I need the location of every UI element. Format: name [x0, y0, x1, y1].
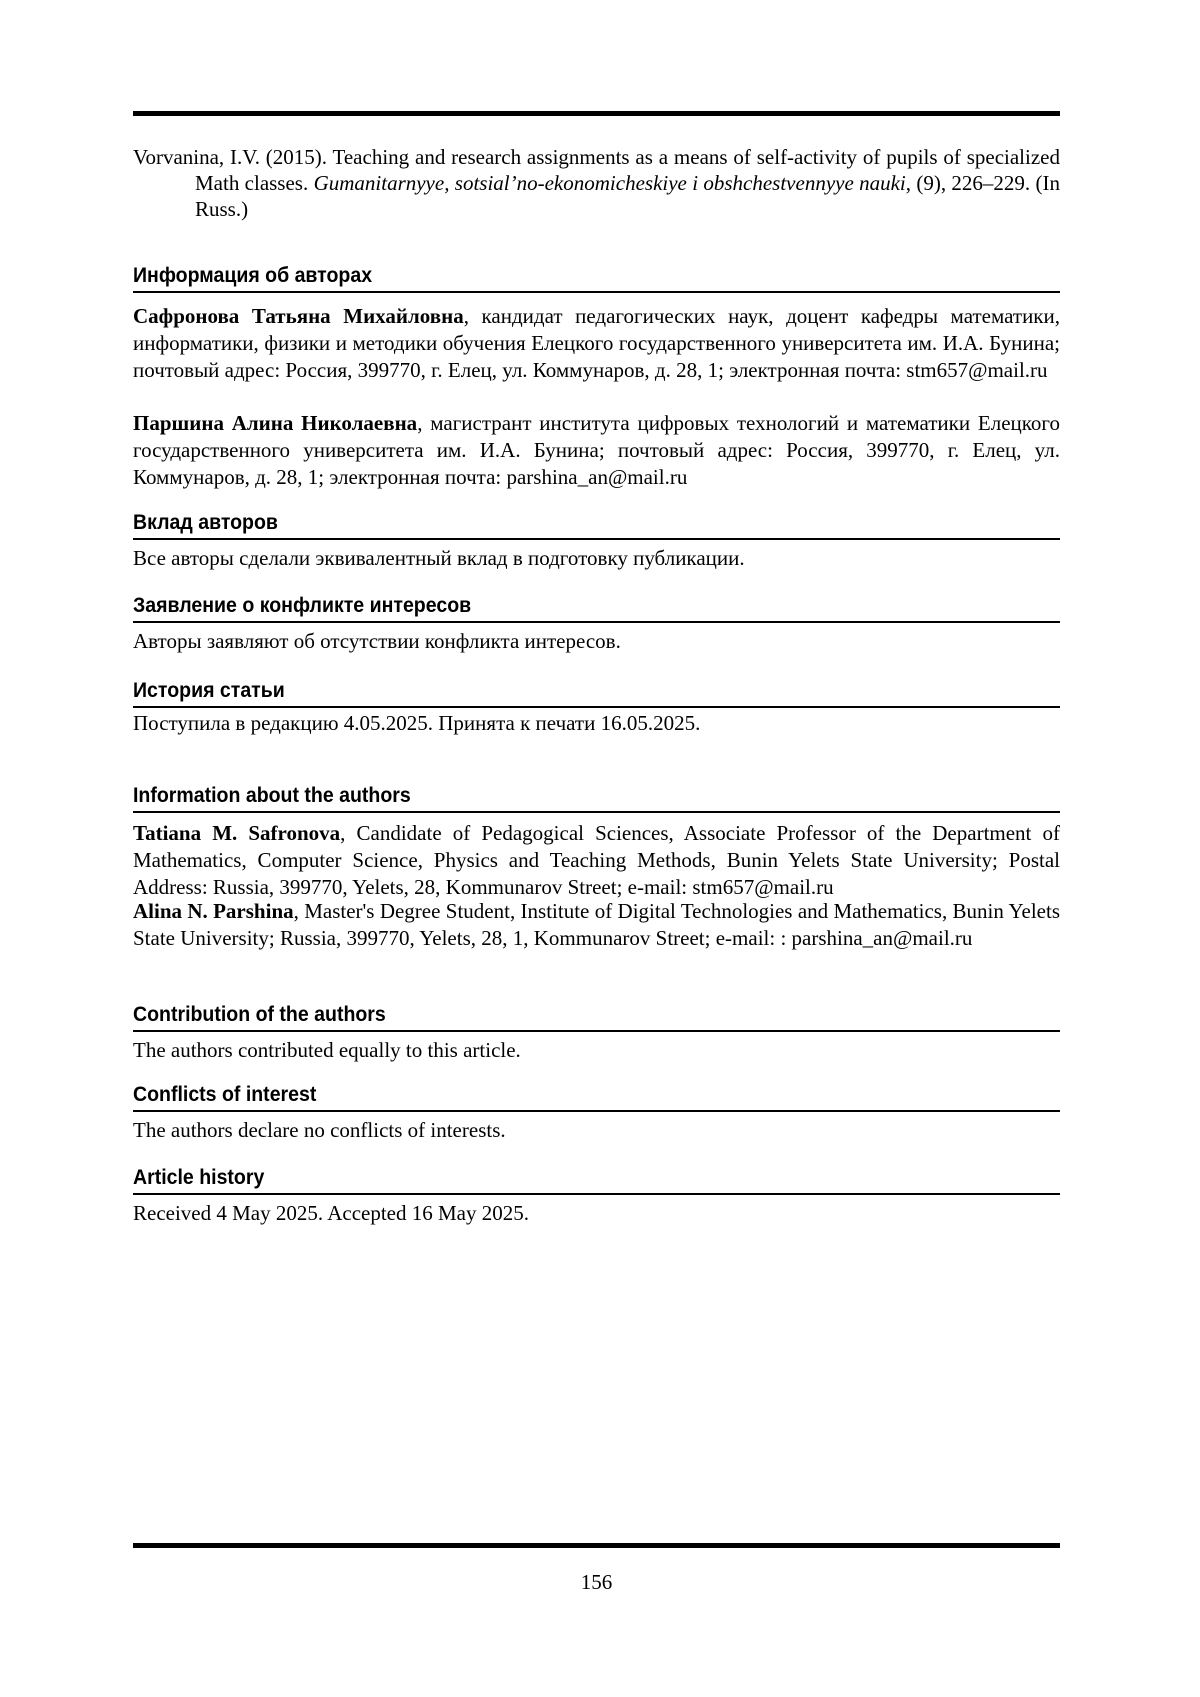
reference-tail: , (9), 226–229. (In Russ.) [195, 171, 1060, 221]
reference-entry [133, 144, 1060, 222]
section-heading-label: Информация об авторах [133, 264, 373, 287]
section-heading-ru-conflicts [133, 595, 1060, 623]
author-details: , Candidate of Pedagogical Sciences, Associate Professor of the Department of Mathematics, Computer Science, Physics and Teaching Methods, Bunin Yelets State University; Postal Address: Russia, 399770, Yelets, 28, Kommunarov Street; e-mail: stm657@mail.ru [133, 821, 1060, 899]
section-heading-ru-author-info [133, 265, 1060, 293]
section-heading-en-contribution [133, 1004, 1060, 1032]
en-author2-paragraph [133, 898, 1060, 952]
page-number: 156 [580, 1570, 613, 1594]
author-details: , кандидат педагогических наук, доцент кафедры математики, информатики, физики и методики обучения Елецкого государственного университета им. И.А. Бунина; почтовый адрес: Россия, 399770, г. Елец, ул. Коммунаров, д. 28, 1; электронная почта: stm657@mail.ru [133, 304, 1060, 382]
ru-author2-paragraph [133, 410, 1060, 491]
section-heading-label: Вклад авторов [133, 511, 278, 534]
section-heading-label: История статьи [133, 679, 285, 702]
reference-text: Vorvanina, I.V. (2015). Teaching and research assignments as a means of self-activity of pupils of specialized Math classes. [133, 145, 1060, 195]
section-heading-en-conflicts [133, 1084, 1060, 1112]
author-details: , Master's Degree Student, Institute of Digital Technologies and Mathematics, Bunin Yelets State University; Russia, 399770, Yelets, 28, 1, Kommunarov Street; e-mail: : parshina_an@mail.ru [133, 899, 1060, 950]
section-heading-ru-contribution [133, 512, 1060, 540]
en-contribution-text: The authors contributed equally to this article. [133, 1038, 521, 1062]
author-details: , магистрант института цифровых технологий и математики Елецкого государственного университета им. И.А. Бунина; почтовый адрес: Россия, 399770, г. Елец, ул. Коммунаров, д. 28, 1; электронная почта: parshina_an@mail.ru [133, 411, 1060, 489]
section-heading-label: Заявление о конфликте интересов [133, 594, 472, 617]
section-heading-label: Information about the authors [133, 784, 411, 807]
bottom-border-rule [133, 1543, 1060, 1548]
ru-contribution-text: Все авторы сделали эквивалентный вклад в подготовку публикации. [133, 546, 745, 570]
ru-author1-paragraph [133, 303, 1060, 384]
section-heading-label: Article history [133, 1166, 265, 1189]
author-name: Паршина Алина Николаевна [133, 411, 418, 435]
en-conflicts-text: The authors declare no conflicts of interests. [133, 1118, 506, 1142]
reference-journal-italic: Gumanitarnyye, sotsial’no-ekonomicheskiye i obshchestvennyye nauki [313, 171, 906, 195]
author-name: Tatiana M. Safronova [133, 821, 341, 845]
ru-history-text: Поступила в редакцию 4.05.2025. Принята к печати 16.05.2025. [133, 711, 701, 735]
ru-conflicts-text: Авторы заявляют об отсутствии конфликта интересов. [133, 629, 621, 653]
author-name: Alina N. Parshina [133, 899, 294, 923]
en-author1-paragraph [133, 820, 1060, 901]
section-heading-en-author-info [133, 785, 1060, 813]
author-name: Сафронова Татьяна Михайловна [133, 304, 464, 328]
section-heading-en-history [133, 1167, 1060, 1195]
en-history-text: Received 4 May 2025. Accepted 16 May 2025. [133, 1201, 529, 1225]
section-heading-ru-history [133, 680, 1060, 708]
section-heading-label: Conflicts of interest [133, 1083, 317, 1106]
section-heading-label: Contribution of the authors [133, 1003, 386, 1026]
page-content-column [133, 0, 1060, 1697]
top-border-rule [133, 111, 1060, 116]
